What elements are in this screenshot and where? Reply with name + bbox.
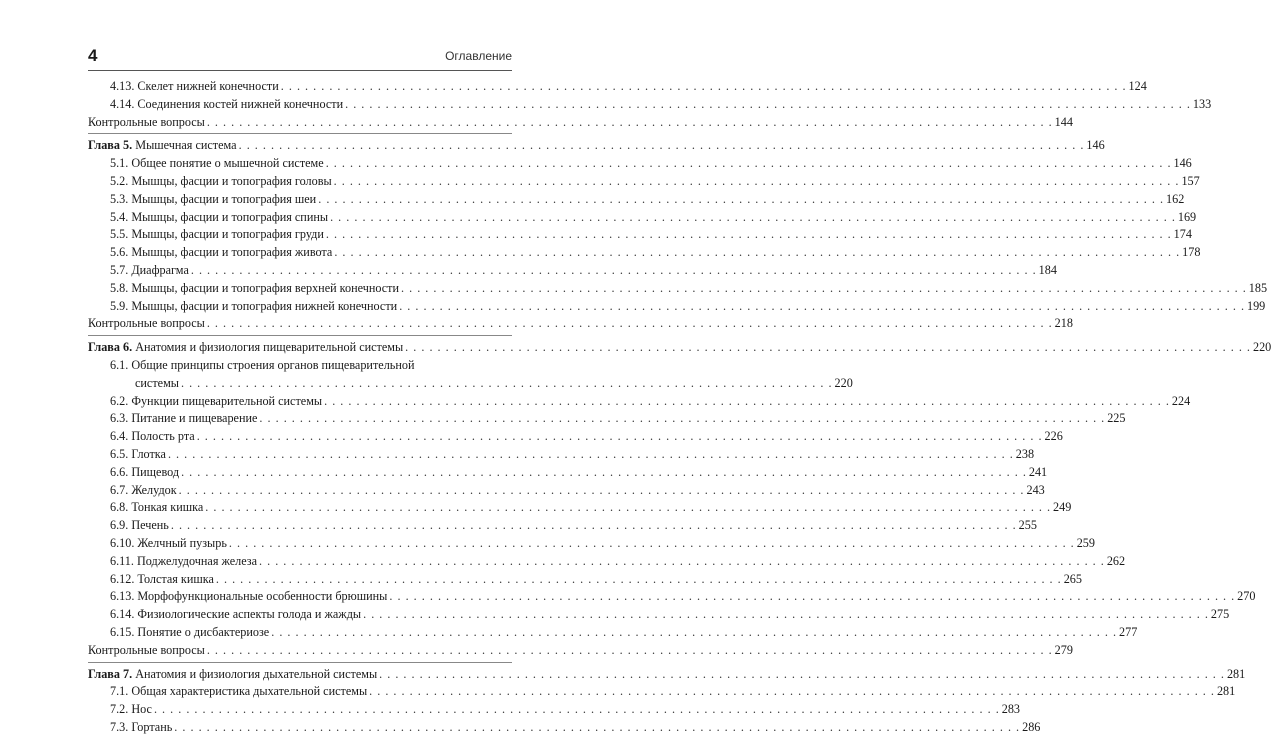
entry-title: 7.3. Гортань xyxy=(110,719,173,734)
dot-leader xyxy=(229,535,1075,553)
entry-title: 6.3. Питание и пищеварение xyxy=(110,411,258,426)
chapter-label: Глава 6. xyxy=(88,340,133,355)
entry-title: 6.14. Физиологические аспекты голода и жажды xyxy=(110,607,362,622)
page-ref: 199 xyxy=(1246,298,1266,313)
dot-leader xyxy=(334,244,1180,262)
page-ref: 275 xyxy=(1210,607,1230,622)
dot-leader xyxy=(174,719,1020,737)
toc-entry[interactable] xyxy=(88,683,1236,701)
page-ref: 286 xyxy=(1022,719,1041,734)
dot-leader xyxy=(171,517,1017,535)
dot-leader xyxy=(326,226,1172,244)
toc-review-questions-entry[interactable] xyxy=(88,114,1073,132)
page-ref: 178 xyxy=(1182,245,1201,260)
page-ref: 277 xyxy=(1119,624,1138,639)
entry-title: 6.13. Морфофункциональные особенности брюшины xyxy=(110,589,388,604)
dot-leader xyxy=(181,375,833,393)
dot-leader xyxy=(168,446,1014,464)
page-ref: 241 xyxy=(1028,464,1048,479)
page-ref: 226 xyxy=(1044,429,1063,444)
dot-leader xyxy=(379,666,1225,684)
dot-leader xyxy=(239,137,1085,155)
chapter-name: Мышечная система xyxy=(135,138,237,153)
entry-title: 4.13. Скелет нижней конечности xyxy=(110,79,279,93)
toc-entry[interactable] xyxy=(88,96,1212,114)
page-number: 4 xyxy=(88,46,98,65)
toc-entry[interactable] xyxy=(88,226,1192,244)
entry-title: 4.14. Соединения костей нижней конечности xyxy=(110,96,344,111)
entry-title: 6.2. Функции пищеварительной системы xyxy=(110,393,323,408)
page-ref: 224 xyxy=(1171,393,1191,408)
toc-entry[interactable] xyxy=(88,428,1063,446)
page-ref: 255 xyxy=(1018,518,1037,533)
toc-entry[interactable] xyxy=(88,191,1185,209)
toc-section xyxy=(88,339,1271,662)
toc-entry[interactable] xyxy=(88,262,1057,280)
toc-entry[interactable] xyxy=(88,446,1035,464)
entry-title: 5.6. Мышцы, фасции и топография живота xyxy=(110,245,333,260)
chapter-name: Анатомия и физиология пищеварительной системы xyxy=(135,340,404,355)
entry-title: 6.10. Желчный пузырь xyxy=(110,535,227,550)
dot-leader xyxy=(405,339,1251,357)
entry-title: 6.9. Печень xyxy=(110,518,169,533)
dot-leader xyxy=(326,155,1172,173)
toc-entry[interactable] xyxy=(88,517,1037,535)
entry-title-line2: системы xyxy=(135,375,179,390)
entry-title: 5.5. Мышцы, фасции и топография груди xyxy=(110,227,324,242)
toc-entry[interactable] xyxy=(88,482,1045,500)
toc-entry[interactable] xyxy=(88,244,1201,262)
page-ref: 283 xyxy=(1001,702,1021,717)
entry-title: Контрольные вопросы xyxy=(88,114,205,129)
page-ref: 265 xyxy=(1063,571,1082,586)
entry-title: 6.15. Понятие о дисбактериозе xyxy=(110,624,270,639)
dot-leader xyxy=(181,464,1027,482)
toc-entry[interactable] xyxy=(88,155,1192,173)
toc-entry[interactable] xyxy=(88,588,1256,606)
running-title: Оглавление xyxy=(445,49,512,63)
chapter-title xyxy=(88,137,237,155)
entry-title: 6.4. Полость рта xyxy=(110,429,195,444)
toc-entry[interactable] xyxy=(88,393,1191,411)
chapter-title xyxy=(88,339,403,357)
page-ref: 279 xyxy=(1054,642,1073,657)
toc-entry[interactable] xyxy=(88,606,1230,624)
toc-entry[interactable] xyxy=(88,173,1200,191)
page-ref: 220 xyxy=(1252,340,1271,355)
entry-title: 5.7. Диафрагма xyxy=(110,262,189,277)
dot-leader xyxy=(330,209,1176,227)
dot-leader xyxy=(207,642,1053,660)
dot-leader xyxy=(207,114,1053,132)
page-ref: 157 xyxy=(1181,173,1200,188)
dot-leader xyxy=(281,78,1127,96)
toc-review-questions-entry[interactable] xyxy=(88,642,1073,660)
page-ref: 146 xyxy=(1173,156,1192,171)
page-ref: 259 xyxy=(1076,535,1095,550)
toc-entry[interactable] xyxy=(88,701,1021,719)
page-ref: 133 xyxy=(1192,96,1212,111)
entry-title: 6.12. Толстая кишка xyxy=(110,571,214,586)
page-ref: 281 xyxy=(1226,666,1246,681)
entry-title: 6.5. Глотка xyxy=(110,446,166,461)
toc-entry[interactable] xyxy=(88,410,1126,428)
dot-leader xyxy=(207,315,1053,333)
toc-entry[interactable] xyxy=(88,464,1048,482)
dot-leader xyxy=(369,683,1215,701)
toc-entry[interactable] xyxy=(88,499,1072,517)
page-ref: 174 xyxy=(1173,227,1192,242)
toc-review-questions-entry[interactable] xyxy=(88,315,1073,333)
toc-entry[interactable] xyxy=(88,209,1197,227)
page-ref: 169 xyxy=(1177,209,1197,224)
dot-leader xyxy=(401,280,1247,298)
chapter-name: Анатомия и физиология дыхательной системы xyxy=(135,666,378,681)
page-ref: 184 xyxy=(1038,262,1057,277)
entry-title: Контрольные вопросы xyxy=(88,316,205,331)
entry-title: 5.4. Мышцы, фасции и топография спины xyxy=(110,209,329,224)
entry-title: 5.1. Общее понятие о мышечной системе xyxy=(110,156,324,171)
page-header xyxy=(88,46,512,68)
toc-entry[interactable] xyxy=(88,280,1268,298)
page-ref: 162 xyxy=(1166,191,1185,206)
dot-leader xyxy=(389,588,1235,606)
toc-entry[interactable] xyxy=(88,719,1041,737)
dot-leader xyxy=(318,191,1164,209)
page-ref: 144 xyxy=(1054,114,1073,129)
dot-leader xyxy=(216,571,1062,589)
chapter-label: Глава 5. xyxy=(88,138,133,153)
entry-title: 6.11. Поджелудочная железа xyxy=(110,553,258,568)
toc-section xyxy=(88,137,1268,336)
entry-title: 5.3. Мышцы, фасции и топография шеи xyxy=(110,191,317,206)
toc-entry[interactable] xyxy=(88,571,1082,589)
page-ref: 262 xyxy=(1106,553,1126,568)
page-ref: 238 xyxy=(1015,446,1035,461)
entry-title: 5.2. Мышцы, фасции и топография головы xyxy=(110,173,332,188)
dot-leader xyxy=(205,499,1051,517)
dot-leader xyxy=(154,701,1000,719)
dot-leader xyxy=(324,393,1170,411)
dot-leader xyxy=(345,96,1191,114)
entry-title: 7.2. Нос xyxy=(110,702,152,717)
dot-leader xyxy=(259,410,1105,428)
page-ref: 225 xyxy=(1107,411,1126,426)
toc-section xyxy=(88,666,1246,739)
toc-entry[interactable] xyxy=(88,535,1095,553)
toc-chapter-entry[interactable] xyxy=(88,137,1105,155)
dot-leader xyxy=(399,298,1245,316)
toc-entry[interactable] xyxy=(88,298,1266,316)
page-ref: 249 xyxy=(1053,500,1072,515)
page-ref: 243 xyxy=(1026,482,1045,497)
toc-section xyxy=(88,78,1212,134)
dot-leader xyxy=(334,173,1180,191)
entry-title: 6.8. Тонкая кишка xyxy=(110,500,204,515)
page-ref: 281 xyxy=(1216,684,1236,699)
entry-title: 5.8. Мышцы, фасции и топография верхней конечности xyxy=(110,280,399,295)
chapter-label: Глава 7. xyxy=(88,666,133,681)
toc-entry[interactable] xyxy=(88,624,1138,642)
page-ref: 124 xyxy=(1128,79,1147,93)
entry-title: Контрольные вопросы xyxy=(88,642,205,657)
page-ref: 270 xyxy=(1237,589,1256,604)
dot-leader xyxy=(259,553,1105,571)
dot-leader xyxy=(363,606,1209,624)
toc-chapter-entry[interactable] xyxy=(88,666,1246,684)
chapter-title xyxy=(88,666,377,684)
page-ref: 185 xyxy=(1248,280,1268,295)
toc-chapter-entry[interactable] xyxy=(88,339,1271,357)
toc-entry[interactable] xyxy=(88,78,1147,96)
table-of-contents xyxy=(88,78,1271,742)
dot-leader xyxy=(179,482,1025,500)
entry-title: 7.1. Общая характеристика дыхательной системы xyxy=(110,684,368,699)
entry-title: 5.9. Мышцы, фасции и топография нижней конечности xyxy=(110,298,398,313)
page-ref: 146 xyxy=(1086,138,1105,153)
dot-leader xyxy=(197,428,1043,446)
toc-entry[interactable] xyxy=(88,553,1126,571)
dot-leader xyxy=(191,262,1037,280)
entry-title: 6.6. Пищевод xyxy=(110,464,180,479)
header-rule xyxy=(88,70,512,71)
toc-entry[interactable] xyxy=(88,357,853,393)
page-ref: 220 xyxy=(834,375,853,390)
page-ref: 218 xyxy=(1054,316,1073,331)
entry-title-line1: 6.1. Общие принципы строения органов пищеварительной xyxy=(110,357,415,372)
dot-leader xyxy=(271,624,1117,642)
entry-title: 6.7. Желудок xyxy=(110,482,177,497)
